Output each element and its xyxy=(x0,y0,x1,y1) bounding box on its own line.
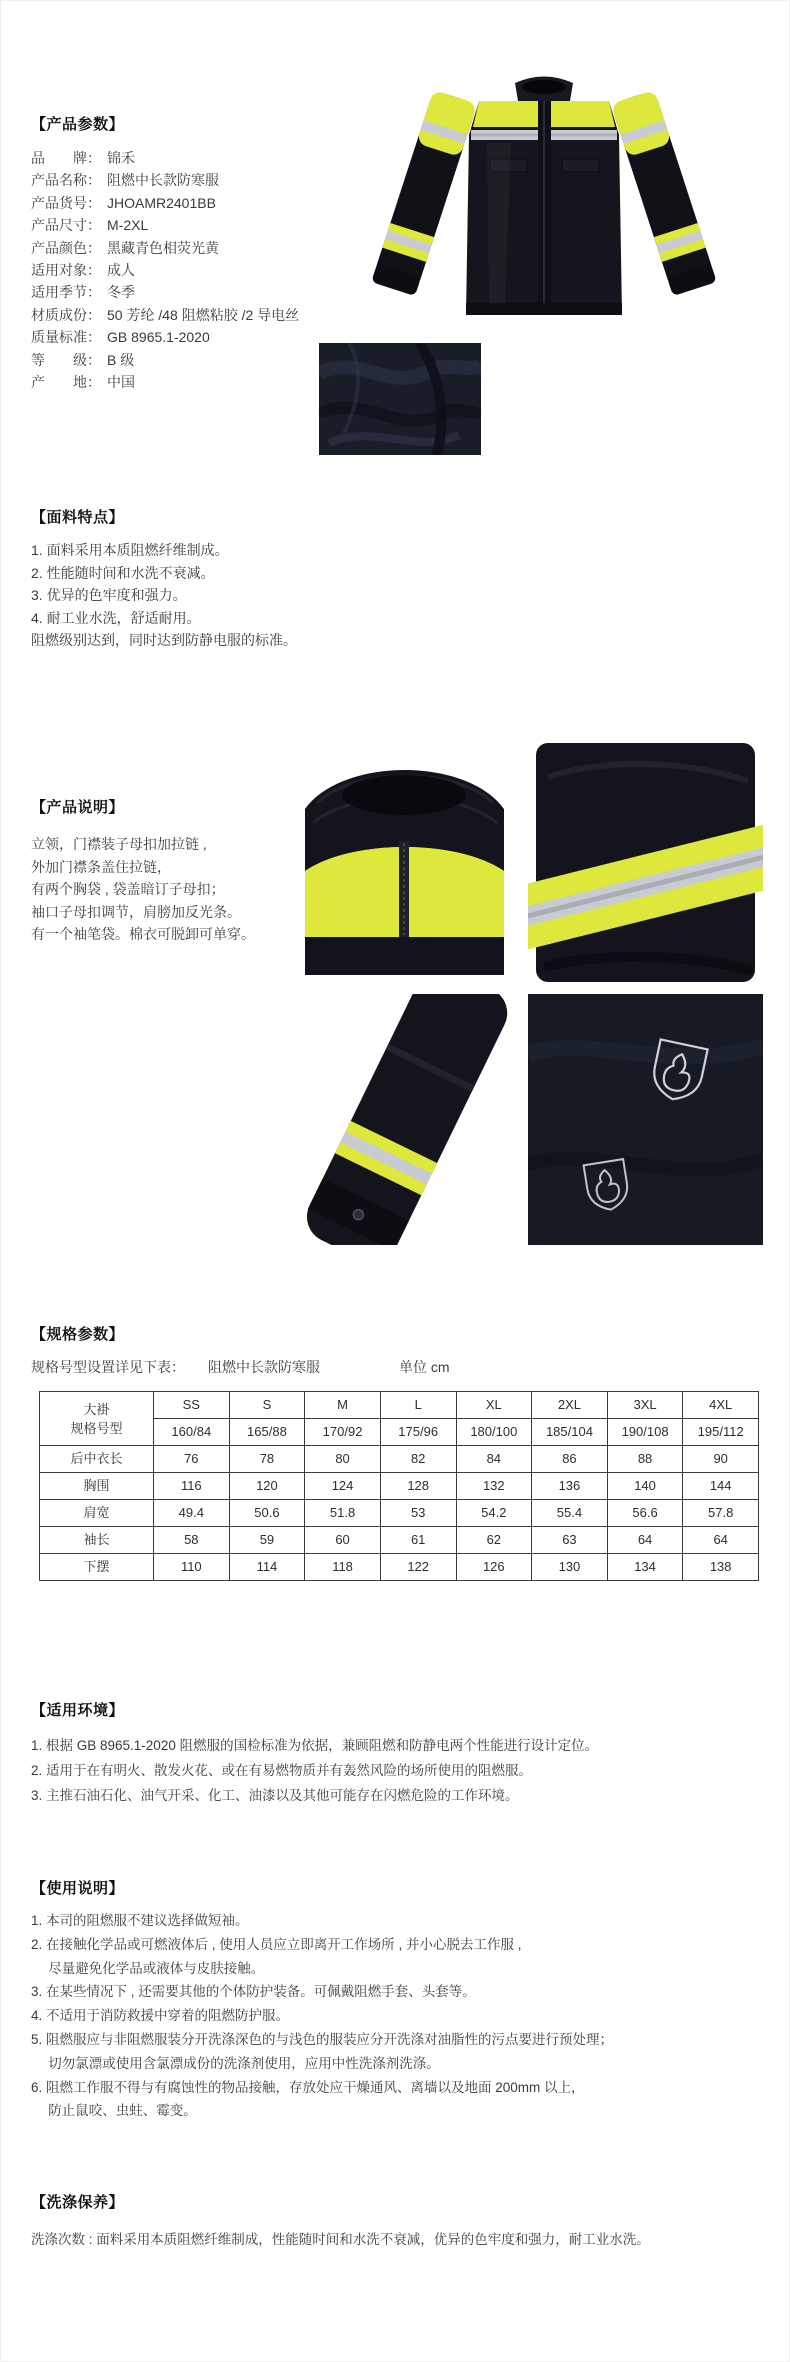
text-line: 3. 优异的色牢度和强力。 xyxy=(31,587,187,603)
shoulder-reflective-photo xyxy=(528,737,763,988)
text-line: 立领，门襟装子母扣加拉链 , xyxy=(31,836,207,852)
param-row xyxy=(31,349,299,371)
logo-print-photo xyxy=(528,994,763,1245)
text-line: 2. 性能随时间和水洗不衰减。 xyxy=(31,564,215,581)
param-value: 阻燃中长款防寒服 xyxy=(107,172,219,189)
text-line: 阻燃级别达到，同时达到防静电服的标准。 xyxy=(31,632,297,648)
spec-cell: 64 xyxy=(607,1527,683,1554)
spec-cell: 下摆 xyxy=(40,1554,154,1581)
description-list xyxy=(31,833,255,946)
spec-cell: 袖长 xyxy=(40,1527,154,1554)
section-title-environment: 【适用环境】 xyxy=(31,1702,125,1719)
spec-cell: 58 xyxy=(154,1527,230,1554)
size-spec-table xyxy=(39,1391,759,1581)
section-title-usage: 【使用说明】 xyxy=(31,1880,125,1897)
spec-cell: 61 xyxy=(380,1527,456,1554)
text-line: 5. 阻燃服应与非阻燃服装分开洗涤深色的与浅色的服装应分开洗涤对油脂性的污点要进行预处理； xyxy=(31,2031,614,2047)
section-title-fabric: 【面料特点】 xyxy=(31,509,125,526)
text-line: 有两个胸袋 , 袋盖暗订子母扣； xyxy=(31,881,225,897)
text-line: 尽量避免化学品或液体与皮肤接触。 xyxy=(31,1960,265,1976)
spec-cell: 63 xyxy=(532,1527,608,1554)
jacket-front-photo xyxy=(319,63,769,343)
text-line: 4. 耐工业水洗，舒适耐用。 xyxy=(31,609,201,626)
param-value: 中国 xyxy=(107,373,135,390)
spec-cell: 165/88 xyxy=(229,1419,305,1446)
param-row xyxy=(31,304,299,326)
spec-corner-cell: 大褂 规格号型 xyxy=(40,1392,154,1446)
environment-list xyxy=(31,1733,598,1808)
spec-cell: 140 xyxy=(607,1473,683,1500)
spec-cell: XL xyxy=(456,1392,532,1419)
section-title-specs: 【规格参数】 xyxy=(31,1326,125,1343)
spec-cell: 116 xyxy=(154,1473,230,1500)
text-line: 洗涤次数 : 面料采用本质阻燃纤维制成，性能随时间和水洗不衰减，优异的色牢度和强力，耐工业水洗。 xyxy=(31,2232,650,2247)
text-line: 6. 阻燃工作服不得与有腐蚀性的物品接触，存放处应干燥通风、离墙以及地面 200mm 以上， xyxy=(31,2079,585,2095)
text-line: 2. 在接触化学品或可燃液体后 , 使用人员应立即离开工作场所 , 并小心脱去工作服 , xyxy=(31,1936,522,1952)
spec-cell: 78 xyxy=(229,1446,305,1473)
spec-cell: 170/92 xyxy=(305,1419,381,1446)
param-row xyxy=(31,192,299,214)
spec-cell: 3XL xyxy=(607,1392,683,1419)
text-line: 外加门襟条盖住拉链， xyxy=(31,858,171,875)
param-row xyxy=(31,147,299,169)
jacket-front-illustration xyxy=(319,63,769,343)
washing-list xyxy=(31,2227,650,2252)
spec-cell: 180/100 xyxy=(456,1419,532,1446)
param-value: 冬季 xyxy=(107,284,135,301)
spec-cell: 59 xyxy=(229,1527,305,1554)
param-value: 黑藏青色相荧光黄 xyxy=(107,239,219,256)
spec-cell: 122 xyxy=(380,1554,456,1581)
spec-cell: 195/112 xyxy=(683,1419,759,1446)
fabric-feature-list xyxy=(31,539,297,652)
spec-cell: M xyxy=(305,1392,381,1419)
spec-cell: 4XL xyxy=(683,1392,759,1419)
spec-cell: 132 xyxy=(456,1473,532,1500)
spec-cell: 64 xyxy=(683,1527,759,1554)
spec-row xyxy=(40,1527,759,1554)
section-title-params: 【产品参数】 xyxy=(31,116,125,133)
text-line: 防止鼠咬、虫蛀、霉变。 xyxy=(31,2103,197,2119)
spec-cell: L xyxy=(380,1392,456,1419)
spec-cell: 128 xyxy=(380,1473,456,1500)
param-value: 成人 xyxy=(107,261,135,278)
param-row xyxy=(31,259,299,281)
spec-cell: 90 xyxy=(683,1446,759,1473)
param-label: 产品颜色： xyxy=(31,239,101,256)
spec-cell: 130 xyxy=(532,1554,608,1581)
spec-cell: 80 xyxy=(305,1446,381,1473)
spec-cell: 134 xyxy=(607,1554,683,1581)
spec-cell: 60 xyxy=(305,1527,381,1554)
param-label: 质量标准： xyxy=(31,329,101,346)
param-value: JHOAMR2401BB xyxy=(107,194,216,211)
param-row xyxy=(31,281,299,303)
section-title-washing: 【洗涤保养】 xyxy=(31,2194,125,2211)
spec-cell: 55.4 xyxy=(532,1500,608,1527)
spec-cell: 86 xyxy=(532,1446,608,1473)
spec-cell: 120 xyxy=(229,1473,305,1500)
spec-cell: 160/84 xyxy=(154,1419,230,1446)
param-label: 适用季节： xyxy=(31,284,101,301)
param-value: 50 芳纶 /48 阻燃粘胶 /2 导电丝 xyxy=(107,306,300,323)
collar-detail-photo xyxy=(287,737,522,988)
spec-row xyxy=(40,1446,759,1473)
param-row xyxy=(31,326,299,348)
spec-cell: 50.6 xyxy=(229,1500,305,1527)
spec-row xyxy=(40,1554,759,1581)
spec-cell: 54.2 xyxy=(456,1500,532,1527)
spec-cell: 肩宽 xyxy=(40,1500,154,1527)
spec-cell: 114 xyxy=(229,1554,305,1581)
param-label: 产品名称： xyxy=(31,172,101,189)
spec-note-label: 规格号型设置详见下表： xyxy=(31,1359,185,1375)
param-label: 材质成份： xyxy=(31,306,101,323)
spec-cell: 136 xyxy=(532,1473,608,1500)
text-line: 有一个袖笔袋。棉衣可脱卸可单穿。 xyxy=(31,926,255,942)
param-label: 等 级： xyxy=(31,351,101,368)
param-row xyxy=(31,169,299,191)
cuff-detail-photo xyxy=(287,994,522,1245)
spec-cell: SS xyxy=(154,1392,230,1419)
param-row xyxy=(31,237,299,259)
spec-cell: 110 xyxy=(154,1554,230,1581)
spec-row xyxy=(40,1500,759,1527)
spec-cell: 144 xyxy=(683,1473,759,1500)
spec-note-product: 阻燃中长款防寒服 xyxy=(208,1359,320,1375)
spec-cell: 118 xyxy=(305,1554,381,1581)
text-line: 4. 不适用于消防救援中穿着的阻燃防护服。 xyxy=(31,2008,290,2024)
spec-cell: 53 xyxy=(380,1500,456,1527)
spec-cell: 82 xyxy=(380,1446,456,1473)
spec-cell: 126 xyxy=(456,1554,532,1581)
spec-cell: 57.8 xyxy=(683,1500,759,1527)
text-line: 2. 适用于在有明火、散发火花、或在有易燃物质并有轰然风险的场所使用的阻燃服。 xyxy=(31,1763,533,1778)
param-row xyxy=(31,214,299,236)
text-line: 3. 在某些情况下 , 还需要其他的个体防护装备。可佩戴阻燃手套、头套等。 xyxy=(31,1984,476,2000)
detail-photo-grid xyxy=(287,737,763,1245)
spec-cell: 138 xyxy=(683,1554,759,1581)
spec-cell: 后中衣长 xyxy=(40,1446,154,1473)
param-value: GB 8965.1-2020 xyxy=(107,329,210,346)
text-line: 切勿氯漂或使用含氯漂成份的洗涤剂使用，应用中性洗涤剂洗涤。 xyxy=(31,2055,440,2071)
spec-cell: 185/104 xyxy=(532,1419,608,1446)
spec-cell: 175/96 xyxy=(380,1419,456,1446)
spec-cell: 62 xyxy=(456,1527,532,1554)
spec-cell: 2XL xyxy=(532,1392,608,1419)
spec-cell: 胸围 xyxy=(40,1473,154,1500)
spec-cell: 56.6 xyxy=(607,1500,683,1527)
param-label: 产 地： xyxy=(31,373,101,390)
spec-row xyxy=(40,1473,759,1500)
text-line: 1. 本司的阻燃服不建议选择做短袖。 xyxy=(31,1913,249,1928)
param-value: B 级 xyxy=(107,351,135,368)
param-label: 产品尺寸： xyxy=(31,217,101,234)
spec-cell: 88 xyxy=(607,1446,683,1473)
spec-cell: 84 xyxy=(456,1446,532,1473)
text-line: 1. 根据 GB 8965.1-2020 阻燃服的国检标准为依据，兼顾阻燃和防静电两个性能进行设计定位。 xyxy=(31,1738,599,1753)
spec-cell: 76 xyxy=(154,1446,230,1473)
text-line: 1. 面料采用本质阻燃纤维制成。 xyxy=(31,542,229,558)
fabric-closeup-photo xyxy=(319,343,481,455)
param-label: 品 牌： xyxy=(31,150,101,166)
fabric-closeup-illustration xyxy=(319,343,481,455)
param-label: 适用对象： xyxy=(31,261,101,278)
usage-list xyxy=(31,1909,613,2123)
spec-cell: 124 xyxy=(305,1473,381,1500)
param-row xyxy=(31,371,299,393)
text-line: 袖口子母扣调节，肩膀加反光条。 xyxy=(31,903,241,920)
spec-cell: 51.8 xyxy=(305,1500,381,1527)
param-value: M-2XL xyxy=(107,217,149,234)
spec-unit-label: 单位 cm xyxy=(399,1359,450,1375)
section-title-description: 【产品说明】 xyxy=(31,799,125,816)
param-label: 产品货号： xyxy=(31,194,101,211)
spec-cell: S xyxy=(229,1392,305,1419)
spec-cell: 190/108 xyxy=(607,1419,683,1446)
text-line: 3. 主推石油石化、油气开采、化工、油漆以及其他可能存在闪燃危险的工作环境。 xyxy=(31,1788,519,1803)
param-list xyxy=(31,147,299,393)
spec-cell: 49.4 xyxy=(154,1500,230,1527)
param-value: 锦禾 xyxy=(107,150,135,166)
